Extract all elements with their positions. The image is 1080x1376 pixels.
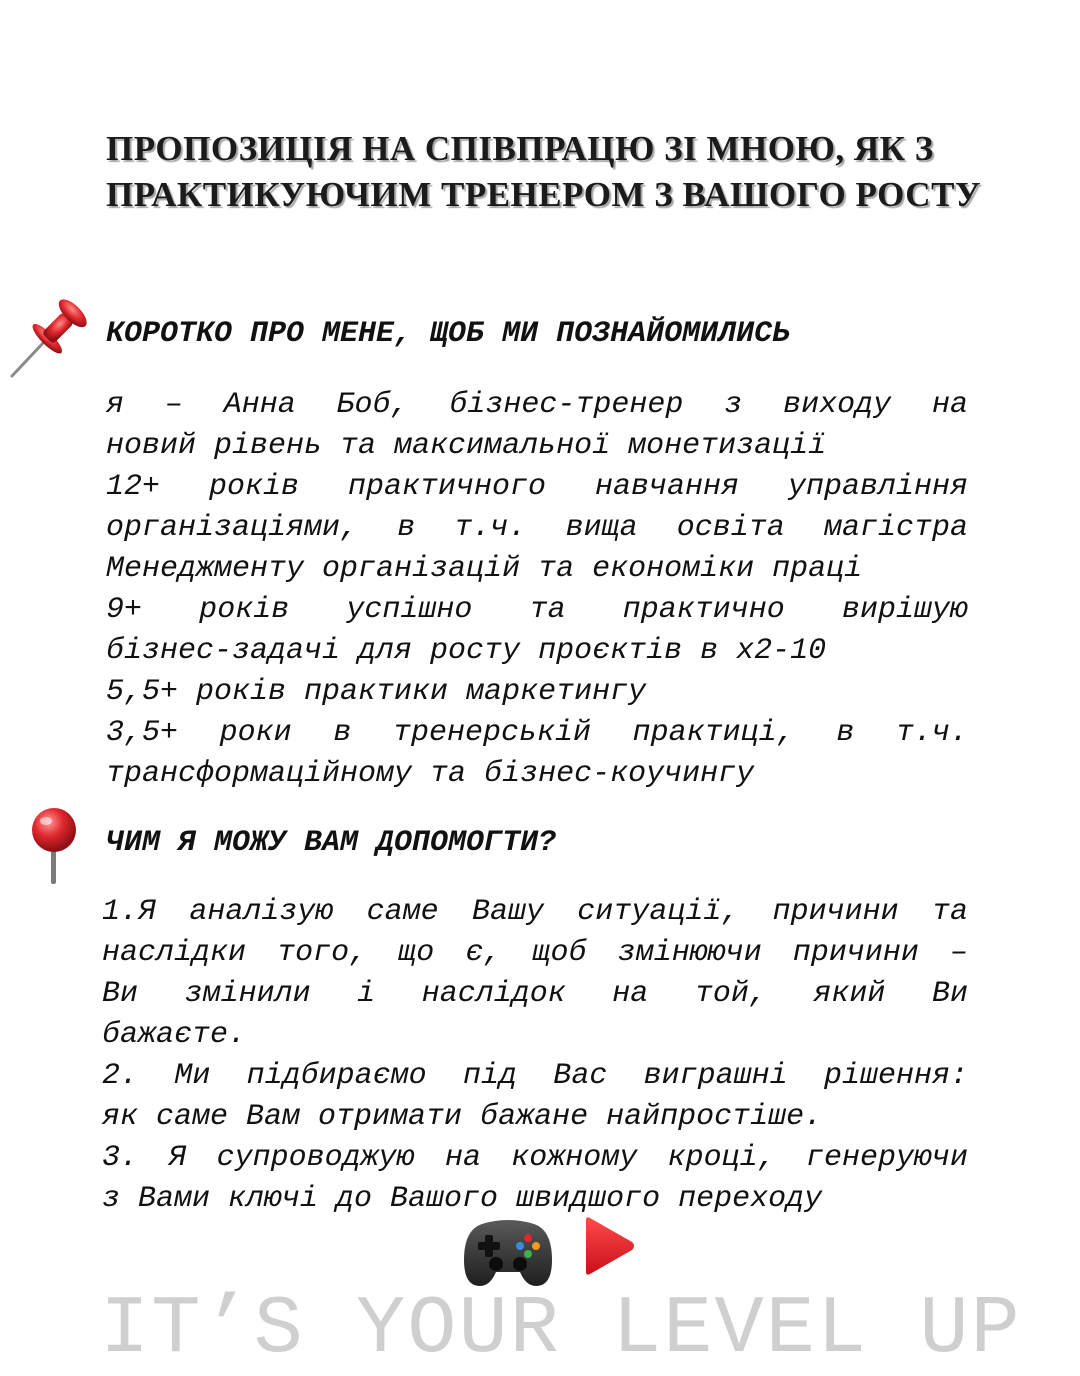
- about-line-3: 12+ років практичного навчання управління: [106, 470, 968, 504]
- round-pushpin-icon: [26, 806, 82, 886]
- about-line-8: 5,5+ років практики маркетингу: [106, 675, 647, 709]
- help-line-6: як саме Вам отримати бажане найпростіше.: [102, 1100, 823, 1134]
- about-line-1: я – Анна Боб, бізнес-тренер з виходу на: [106, 388, 968, 422]
- help-line-4: бажаєте.: [102, 1018, 247, 1052]
- about-line-5: Менеджменту організацій та економіки праці: [106, 552, 863, 586]
- footer-slogan: IT’S YOUR LEVEL UP: [100, 1283, 1022, 1376]
- help-line-1: 1.Я аналізую саме Вашу ситуації, причини та: [102, 895, 968, 929]
- help-line-2: наслідки того, що є, щоб змінюючи причини –: [102, 936, 968, 970]
- help-text: [102, 892, 968, 1220]
- help-heading: ЧИМ Я МОЖУ ВАМ ДОПОМОГТИ?: [106, 826, 557, 860]
- about-line-7: бізнес-задачі для росту проєктів в х2-10: [106, 634, 827, 668]
- pushpin-icon: [8, 292, 96, 380]
- title-line-2: ПРАКТИКУЮЧИМ ТРЕНЕРОМ З ВАШОГО РОСТУ: [106, 175, 982, 214]
- help-line-7: 3. Я супроводжую на кожному кроці, генеруючи: [102, 1141, 968, 1175]
- play-button-icon: [582, 1216, 636, 1276]
- about-text: [106, 385, 968, 795]
- title-line-1: ПРОПОЗИЦІЯ НА СПІВПРАЦЮ ЗІ МНОЮ, ЯК З: [106, 129, 934, 168]
- about-line-10: трансформаційному та бізнес-коучингу: [106, 757, 755, 791]
- game-controller-icon: [462, 1214, 554, 1290]
- about-line-9: 3,5+ роки в тренерській практиці, в т.ч.: [106, 716, 968, 750]
- about-heading: КОРОТКО ПРО МЕНЕ, ЩОБ МИ ПОЗНАЙОМИЛИСЬ: [106, 317, 791, 351]
- about-line-4: організаціями, в т.ч. вища освіта магістра: [106, 511, 968, 545]
- help-line-3: Ви змінили і наслідок на той, який Ви: [102, 977, 968, 1011]
- about-line-6: 9+ років успішно та практично вирішую: [106, 593, 968, 627]
- page-title: [106, 126, 1026, 218]
- help-line-8: з Вами ключі до Вашого швидшого переходу: [102, 1182, 823, 1216]
- about-line-2: новий рівень та максимальної монетизації: [106, 429, 827, 463]
- help-line-5: 2. Ми підбираємо під Вас виграшні рішення:: [102, 1059, 968, 1093]
